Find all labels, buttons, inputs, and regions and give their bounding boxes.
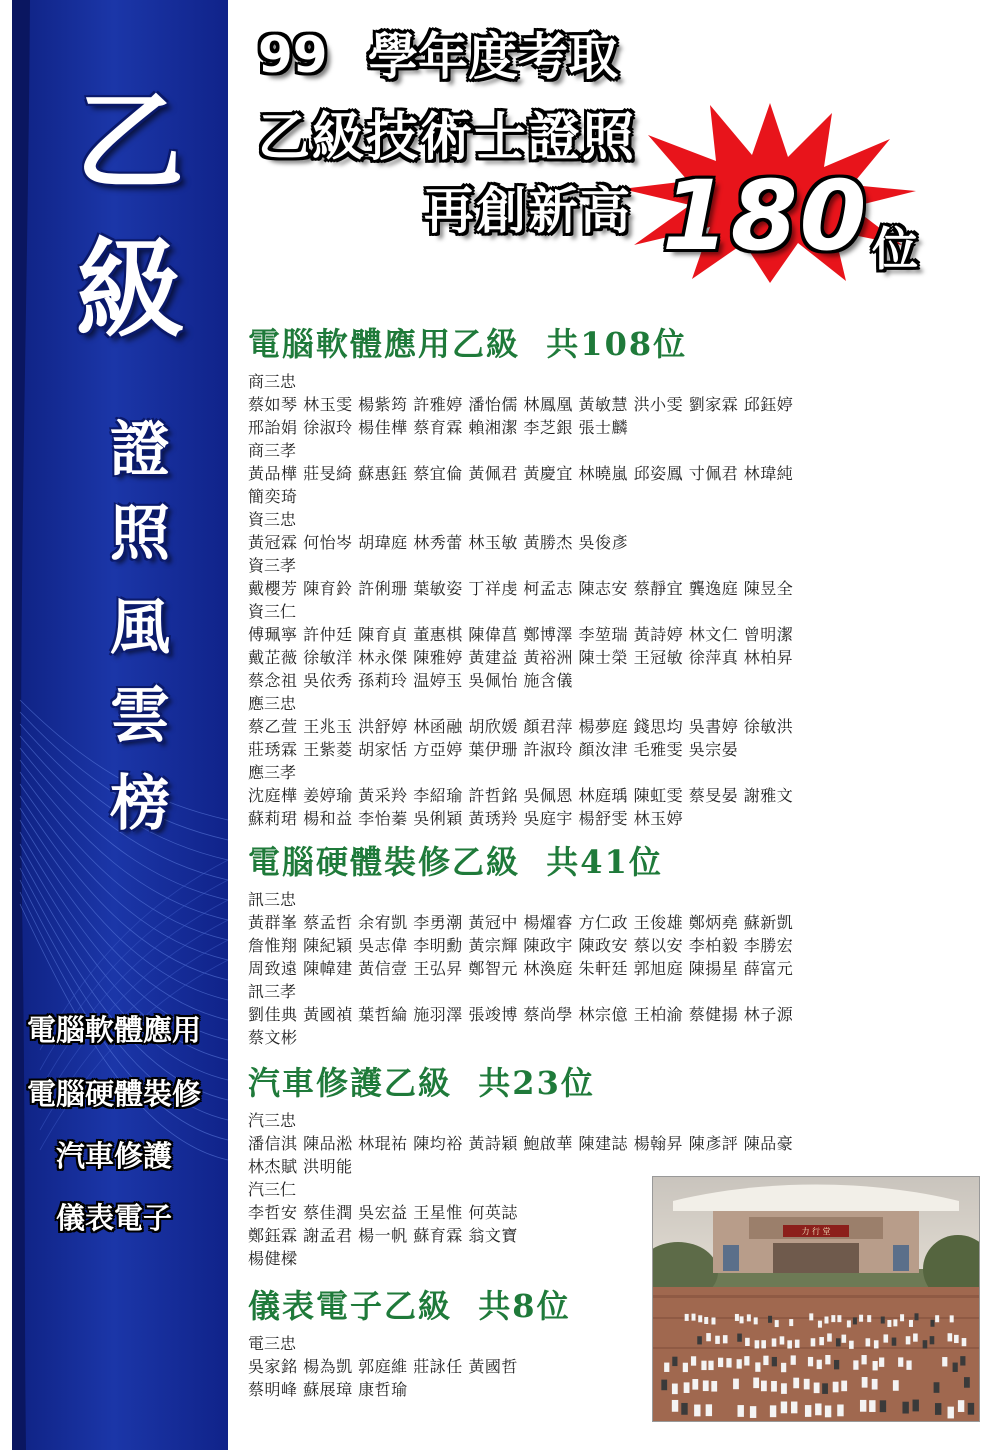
name-row: 邢詒娟 徐淑玲 楊佳樺 蔡育霖 賴湘潔 李芝銀 張士麟: [248, 418, 629, 437]
campus-photo-image: [653, 1177, 979, 1421]
sidebar-category: 電腦軟體應用: [26, 1013, 201, 1047]
class-label: 訊三孝: [248, 982, 297, 1001]
section-count: 共23位: [478, 1064, 595, 1102]
class-label: 資三忠: [248, 510, 297, 529]
name-row: 戴櫻芳 陳育鈴 許俐珊 葉敏姿 丁祥虔 柯孟志 陳志安 蔡靜宜 龔逸庭 陳昱全: [248, 579, 794, 598]
section-count: 共108位: [546, 325, 688, 363]
name-row: 黃群峯 蔡孟哲 余宥凱 李勇潮 黃冠中 楊燿睿 方仁政 王俊雄 鄭炳堯 蘇新凱: [248, 913, 794, 932]
sidebar-panel: [0, 0, 228, 1450]
sidebar-subtitle-char: 照: [110, 499, 170, 569]
sidebar-subtitle-char: 證: [110, 415, 170, 485]
name-row: 傅珮寧 許仲廷 陳育貞 董惠棋 陳偉菖 鄭博澤 李堃瑞 黃詩婷 林文仁 曾明潔: [248, 625, 794, 644]
sidebar-category: 儀表電子: [55, 1201, 172, 1235]
class-label: 商三孝: [248, 441, 297, 460]
campus-photo: [652, 1176, 980, 1422]
section-title: [248, 1064, 595, 1102]
name-row: 戴芷薇 徐敏洋 林永傑 陳雅婷 黃建益 黃裕洲 陳士榮 王冠敏 徐萍真 林柏昇: [248, 648, 794, 667]
section-count: 共8位: [478, 1287, 571, 1325]
headline-count: 180: [662, 160, 869, 272]
name-row: 蔡明峰 蘇展璋 康哲瑜: [248, 1380, 408, 1399]
class-label: 汽三仁: [248, 1180, 297, 1199]
headline-line-1: 學年度考取: [368, 27, 618, 86]
name-row: 蔡文彬: [248, 1028, 298, 1047]
headline-count-unit: 位: [872, 222, 918, 276]
section-name: 電腦軟體應用乙級: [248, 325, 521, 363]
name-row: 蔡念祖 吳依秀 孫莉玲 温婷玉 吳佩怡 施含儀: [248, 671, 573, 690]
name-row: 劉佳典 黃國禎 葉哲綸 施羽澤 張竣博 蔡尚學 林宗億 王柏渝 蔡健揚 林子源: [248, 1005, 794, 1024]
name-row: 楊健樑: [248, 1249, 298, 1268]
name-row: 蔡如琴 林玉雯 楊紫筠 許雅婷 潘怡儒 林鳳凰 黃敏慧 洪小雯 劉家霖 邱鈺婷: [248, 395, 794, 414]
class-label: 資三孝: [248, 556, 297, 575]
name-row: 黃品樺 莊旻綺 蘇惠鈺 蔡宜倫 黃佩君 黃慶宜 林曉嵐 邱姿鳳 寸佩君 林瑋純: [248, 464, 794, 483]
section-title: [248, 843, 663, 881]
class-label: 應三孝: [248, 763, 297, 782]
name-row: 林杰賦 洪明能: [248, 1157, 353, 1176]
section-count: 共41位: [546, 843, 663, 881]
name-row: 李哲安 蔡佳潤 吳宏益 王星惟 何英誌: [248, 1203, 518, 1222]
name-row: 沈庭樺 姜婷瑜 黃采羚 李紹瑜 許哲銘 吳佩恩 林庭瑀 陳虹雯 蔡旻晏 謝雅文: [248, 786, 794, 805]
name-row: 周致遠 陳幃建 黃信壹 王弘昇 鄭智元 林渙庭 朱軒廷 郭旭庭 陳揚星 薛富元: [248, 959, 794, 978]
name-row: 蔡乙萱 王兆玉 洪舒婷 林函融 胡欣媛 顏君萍 楊夢庭 錢思均 吳書婷 徐敏洪: [248, 717, 794, 736]
class-label: 汽三忠: [248, 1111, 297, 1130]
name-row: 蘇莉珺 楊和益 李怡蓁 吳俐穎 黃琇羚 吳庭宇 楊舒雯 林玉婷: [248, 809, 684, 828]
photo-building-sign: 力 行 堂: [801, 1227, 831, 1236]
sidebar-category: 汽車修護: [55, 1139, 172, 1173]
headline-year: 99: [258, 26, 328, 84]
headline-line-3: 再創新高: [424, 181, 632, 240]
section-name: 汽車修護乙級: [248, 1064, 453, 1102]
name-row: 詹惟翔 陳紀穎 吳志偉 李明勳 黃宗輝 陳政宇 陳政安 蔡以安 李柏毅 李勝宏: [248, 936, 794, 955]
sidebar-subtitle-char: 榜: [110, 769, 170, 839]
name-row: 潘信淇 陳品淞 林琨祐 陳均裕 黃詩穎 鮑啟華 陳建誌 楊翰昇 陳彥評 陳品豪: [248, 1134, 794, 1153]
name-row: 黃冠霖 何怡岑 胡瑋庭 林秀蕾 林玉敏 黃勝杰 吳俊彥: [248, 533, 629, 552]
section-title: [248, 325, 688, 363]
name-row: 鄭鈺霖 謝孟君 楊一帆 蘇育霖 翁文寶: [248, 1226, 518, 1245]
section-title: [248, 1287, 571, 1325]
name-row: 吳家銘 楊為凱 郭庭維 莊詠任 黃國哲: [248, 1357, 518, 1376]
sidebar-title-char-2: 級: [75, 227, 184, 353]
class-label: 應三忠: [248, 694, 297, 713]
class-label: 電三忠: [248, 1334, 297, 1353]
name-row: 莊琇霖 王紫菱 胡家恬 方亞婷 葉伊珊 許淑玲 顏汝津 毛雅雯 吳宗晏: [248, 740, 739, 759]
class-label: 訊三忠: [248, 890, 297, 909]
section-name: 電腦硬體裝修乙級: [248, 843, 521, 881]
headline-line-2: 乙級技術士證照: [258, 107, 637, 168]
sidebar-subtitle-char: 風: [110, 593, 170, 663]
class-label: 商三忠: [248, 372, 297, 391]
sidebar-subtitle-char: 雲: [110, 681, 170, 751]
sidebar-category: 電腦硬體裝修: [26, 1077, 201, 1111]
class-label: 資三仁: [248, 602, 297, 621]
section-name: 儀表電子乙級: [248, 1287, 453, 1325]
name-row: 簡奕琦: [248, 487, 298, 506]
sidebar-title-char-1: 乙: [75, 79, 184, 205]
